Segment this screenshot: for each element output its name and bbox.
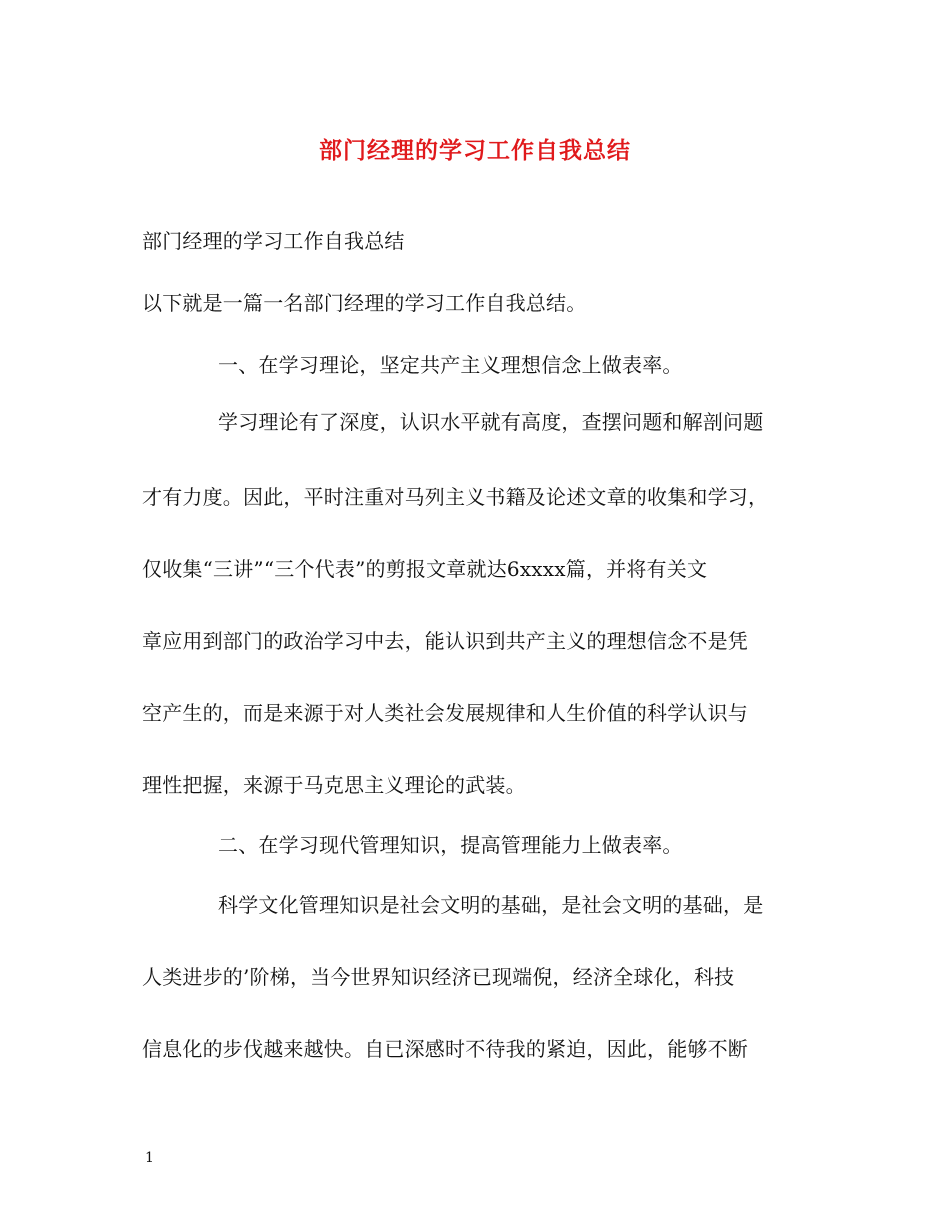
- paragraph-line: 才有力度。因此，平时注重对马列主义书籍及论述文章的收集和学习，: [142, 485, 769, 509]
- paragraph-line: 理性把握，来源于马克思主义理论的武装。: [142, 773, 526, 797]
- paragraph-line: 学习理论有了深度，认识水平就有高度，查摆问题和解剖问题: [218, 410, 764, 434]
- section-heading: 二、在学习现代管理知识，提高管理能力上做表率。: [218, 833, 683, 857]
- page-number: 1: [145, 1150, 154, 1166]
- section-heading: 一、在学习理论，坚定共产主义理想信念上做表率。: [218, 353, 683, 377]
- paragraph-line: 信息化的步伐越来越快。自已深感时不待我的紧迫，因此，能够不断: [142, 1037, 748, 1061]
- paragraph-line: 人类进步的’阶梯，当今世界知识经济已现端倪，经济全球化，科技: [142, 965, 735, 989]
- text-line: 部门经理的学习工作自我总结: [142, 229, 405, 253]
- paragraph-line: 仅收集“三讲”“三个代表”的剪报文章就达6xxxx篇，并将有关文: [142, 557, 708, 581]
- paragraph-line: 空产生的，而是来源于对人类社会发展规律和人生价值的科学认识与: [142, 701, 748, 725]
- text-line: 以下就是一篇一名部门经理的学习工作自我总结。: [142, 291, 587, 315]
- document-title: 部门经理的学习工作自我总结: [319, 137, 631, 164]
- paragraph-line: 章应用到部门的政治学习中去，能认识到共产主义的理想信念不是凭: [142, 629, 748, 653]
- paragraph-line: 科学文化管理知识是社会文明的基础，是社会文明的基础，是: [218, 893, 764, 917]
